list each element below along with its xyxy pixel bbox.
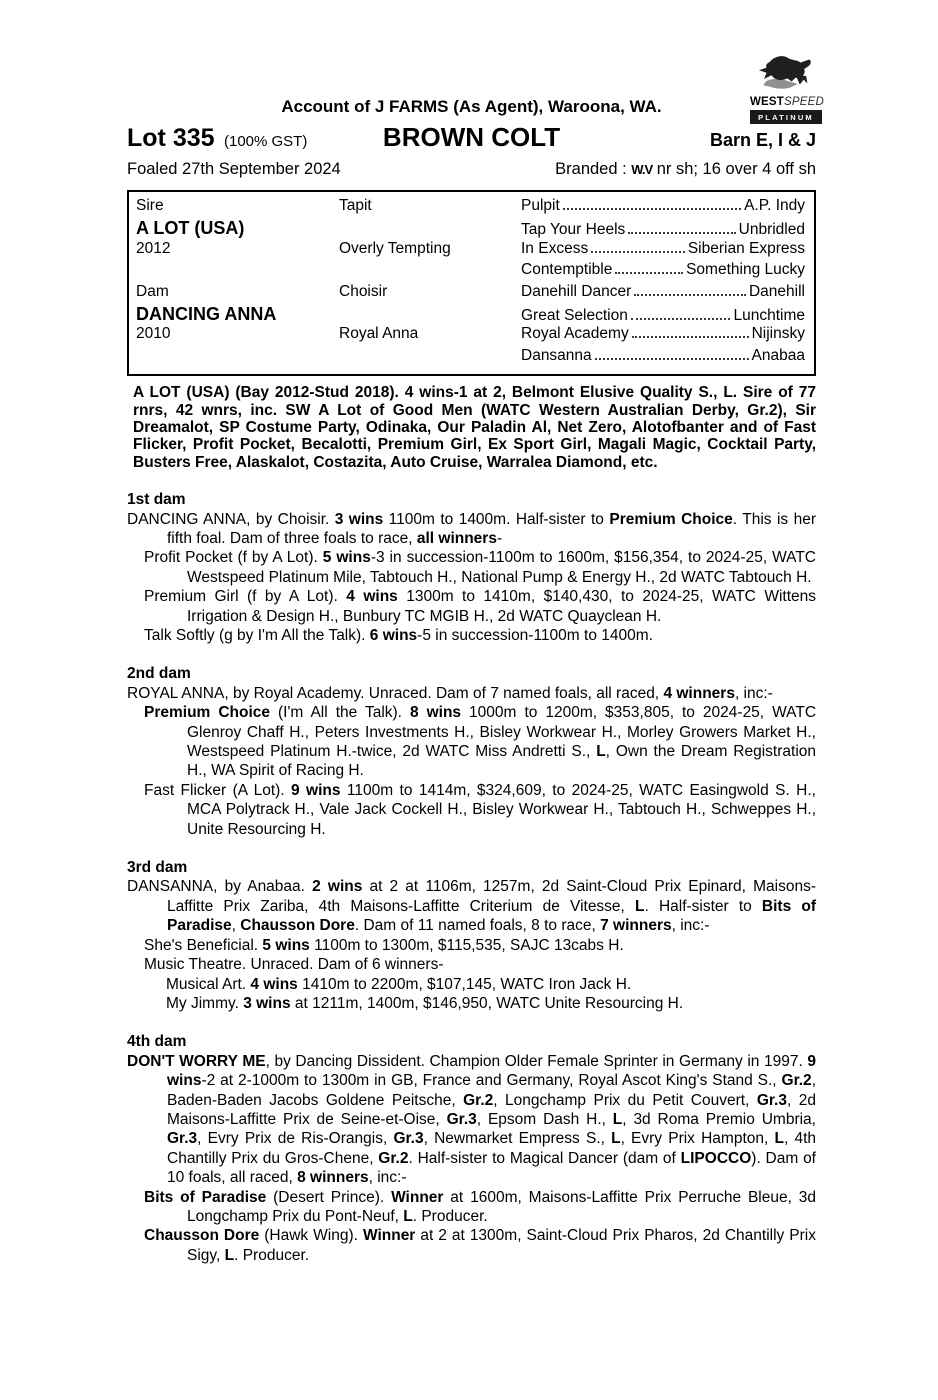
text-segment: , by Dancing Dissident. Champion Older Female Sprinter in Germany in 1997.	[265, 1052, 808, 1070]
foaled-branded-row	[127, 160, 816, 179]
text-segment: , inc:-	[671, 917, 710, 935]
foaled-date: Foaled 27th September 2024	[127, 160, 341, 178]
text-segment: Music Theatre. Unraced. Dam of 6 winners-	[144, 956, 444, 974]
emphasized-text: Gr.2	[463, 1091, 494, 1109]
text-segment: (Desert Prince).	[266, 1188, 392, 1206]
emphasized-text: Winner	[362, 1227, 416, 1245]
ancestor-name: Pulpit	[521, 197, 560, 214]
pedigree-gen1-cell: Dam	[136, 282, 169, 300]
text-segment: 1100m to 1300m, $115,535, SAJC 13cabs H.	[309, 936, 624, 954]
ancestor-parent: Siberian Express	[687, 239, 805, 257]
ancestor-parent: Something Lucky	[686, 261, 805, 279]
pedigree-gen3-cell	[521, 197, 805, 215]
catalog-page	[127, 0, 816, 1265]
dam-section	[127, 664, 816, 839]
dotted-leader	[591, 251, 685, 253]
text-segment: at 1600m, Maisons-Laffitte Prix Perruche Bleue, 3d Longchamp Prix du Pont-Neuf,	[187, 1188, 816, 1225]
emphasized-text: L	[612, 1110, 623, 1128]
dam-section	[127, 858, 816, 1013]
text-segment: . Dam of 11 named foals, 8 to race,	[354, 917, 601, 935]
branded-label: Branded :	[555, 160, 632, 178]
section-heading: 2nd dam	[127, 665, 191, 683]
text-segment: 1000m to 1200m, $353,805, to 2024-25, WATC Glenroy Chaff H., Peters Investments H., Bisley Workwear H., Morley Growers Market H., Westspeed Platinum H.-twice, 2d WATC Miss Andretti S.,	[187, 704, 817, 761]
pedigree-row	[136, 240, 805, 261]
lot-number: Lot 335	[127, 124, 215, 152]
text-segment: -5 in succession-1100m to 1400m.	[417, 627, 653, 644]
pedigree-row	[136, 218, 805, 239]
text-segment: 1100m to 1414m, $324,609, to 2024-25, WATC Easingwold S. H., MCA Polytrack H., Vale Jack Cockell H., Bisley Workwear H., Tabtouch H., Schweppes H., Unite Resourcing H.	[187, 781, 816, 838]
emphasized-text: Premium Choice	[144, 704, 270, 722]
horse-title: BROWN COLT	[382, 122, 561, 152]
emphasized-text: 4 wins	[346, 588, 398, 606]
pedigree-gen2-cell: Overly Tempting	[339, 239, 451, 257]
emphasized-text: Chausson Dore	[144, 1227, 260, 1245]
ancestor-name: Danehill Dancer	[521, 282, 632, 300]
emphasized-text: Gr.3	[393, 1130, 424, 1148]
pedigree-paragraph	[127, 510, 816, 549]
text-segment: ). Dam of 10 foals, all raced,	[167, 1149, 816, 1187]
text-segment: 1100m to 1400m. Half-sister to	[383, 510, 610, 528]
emphasized-text: 9 wins	[167, 1052, 816, 1090]
text-segment: -2 at 2-1000m to 1300m in GB, France and Germany, Royal Ascot King's Stand S.,	[201, 1072, 782, 1090]
pedigree-gen3-cell	[521, 221, 805, 239]
text-segment: She's Beneficial.	[144, 936, 263, 954]
pedigree-paragraph	[144, 1226, 816, 1265]
text-segment: , 4th Chantilly Prix du Gros-Chene,	[167, 1130, 816, 1167]
lot-left	[127, 124, 307, 153]
pedigree-paragraph	[127, 1052, 816, 1188]
pedigree-paragraph	[127, 684, 816, 703]
westspeed-word-light: SPEED	[784, 96, 825, 108]
ancestor-name: Contemptible	[521, 261, 613, 279]
pedigree-row	[136, 283, 805, 304]
pedigree-gen1-cell: 2010	[136, 325, 171, 343]
emphasized-text: all winners	[416, 529, 497, 547]
text-segment: DANSANNA, by Anabaa.	[127, 878, 313, 896]
dotted-leader	[634, 294, 746, 296]
text-segment: , Own the Dream Registration H., WA Spirit of Racing H.	[187, 743, 817, 780]
ancestor-name: In Excess	[521, 239, 589, 257]
text-segment: 1410m to 2200m, $107,145, WATC Iron Jack H.	[297, 975, 632, 993]
text-segment: Profit Pocket (f by A Lot).	[144, 549, 323, 567]
ancestor-parent: Danehill	[748, 282, 805, 300]
section-heading: 1st dam	[127, 491, 186, 509]
pedigree-gen1-cell: 2012	[136, 239, 171, 257]
ancestor-parent: A.P. Indy	[744, 197, 805, 214]
sire-summary: A LOT (USA) (Bay 2012-Stud 2018). 4 wins-1 at 2, Belmont Elusive Quality S., L. Sire of 77 rnrs, 42 wnrs, inc. SW A Lot of Good Men (WATC Western Australian Derby, Gr.2), Sir Dreamalot, SP Costume Party, Odinaka, Our Paladin Al, Net Zero, Alotofbanter and of Fast Flicker, Profit Pocket, Becalotti, Premium Girl, Ex Sport Girl, Magali Magic, Cocktail Party, Busters Free, Alaskalot, Costazita, Auto Cruise, Warralea Diamond, etc.	[133, 384, 816, 471]
pedigree-row	[136, 325, 805, 346]
emphasized-text: DON'T WORRY ME	[127, 1052, 266, 1070]
ancestor-name: Tap Your Heels	[521, 221, 626, 239]
text-segment: . This is her fifth foal. Dam of three foals to race,	[167, 510, 816, 547]
text-segment: . Half-sister to	[644, 897, 762, 915]
text-segment: at 2 at 1106m, 1257m, 2d Saint-Cloud Prix Epinard, Maisons-Laffitte Prix Zariba, 4th Maisons-Laffitte Criterium de Vitesse,	[167, 878, 816, 915]
dotted-leader	[615, 272, 683, 274]
dam-section	[127, 490, 816, 645]
emphasized-text: Gr.3	[167, 1130, 198, 1148]
text-segment: (Hawk Wing).	[259, 1227, 363, 1245]
emphasized-text: L	[635, 897, 645, 915]
dotted-leader	[632, 336, 749, 338]
pedigree-gen3-cell	[521, 307, 805, 325]
pedigree-gen3-cell	[521, 347, 805, 365]
pedigree-gen1-cell: Sire	[136, 197, 164, 214]
dotted-leader	[631, 318, 731, 320]
pedigree-paragraph	[144, 703, 816, 781]
text-segment: My Jimmy.	[166, 994, 244, 1012]
pedigree-paragraph	[144, 626, 816, 645]
text-segment: (I'm All the Talk).	[270, 704, 410, 722]
text-segment: , 2d Maisons-Laffitte Prix de Seine-et-Oise,	[167, 1091, 816, 1128]
emphasized-text: LIPOCCO	[680, 1149, 752, 1167]
pedigree-paragraph	[144, 936, 816, 955]
ancestor-parent: Lunchtime	[733, 306, 805, 324]
emphasized-text: 3 wins	[243, 994, 291, 1012]
pedigree-gen3-cell	[521, 261, 805, 279]
pedigree-gen1-cell: A LOT (USA)	[136, 218, 245, 239]
pedigree-paragraph	[166, 975, 816, 994]
emphasized-text: 5 wins	[262, 936, 310, 954]
text-segment: Talk Softly (g by I'm All the Talk).	[144, 627, 370, 644]
emphasized-text: L	[403, 1207, 413, 1225]
emphasized-text: Winner	[391, 1188, 444, 1206]
emphasized-text: Chausson Dore	[240, 917, 355, 935]
emphasized-text: L	[611, 1130, 621, 1148]
text-segment: -3 in succession-1100m to 1600m, $156,354, to 2024-25, WATC Westspeed Platinum Mile, Tabtouch H., National Pump & Energy H., 2d WATC Tabtouch H.	[187, 549, 816, 586]
emphasized-text: Bits of Paradise	[144, 1188, 267, 1206]
text-segment: , inc:-	[368, 1169, 407, 1187]
dotted-leader	[563, 208, 741, 210]
text-segment: . Half-sister to Magical Dancer (dam of	[408, 1149, 681, 1167]
emphasized-text: 4 wins	[250, 975, 298, 993]
pedigree-paragraph	[144, 781, 816, 839]
ancestor-name: Dansanna	[521, 346, 592, 364]
pedigree-row	[136, 197, 805, 218]
pedigree-gen2-cell: Tapit	[339, 197, 372, 214]
ancestor-name: Great Selection	[521, 306, 628, 324]
emphasized-text: 5 wins	[322, 549, 371, 567]
pedigree-gen2-cell: Choisir	[339, 282, 388, 300]
text-segment: Fast Flicker (A Lot).	[144, 781, 292, 799]
emphasized-text: L	[596, 743, 606, 761]
pedigree-paragraph	[144, 1188, 816, 1227]
section-heading: 3rd dam	[127, 859, 188, 877]
text-segment: , Newmarket Empress S.,	[423, 1130, 612, 1148]
account-line: Account of J FARMS (As Agent), Waroona, WA.	[281, 97, 662, 116]
ancestor-parent: Anabaa	[751, 346, 805, 364]
emphasized-text: Premium Choice	[609, 510, 733, 528]
branded-detail: nr sh; 16 over 4 off sh	[652, 160, 816, 178]
pedigree-row	[136, 347, 805, 368]
emphasized-text: 4 winners	[663, 684, 735, 702]
ancestor-parent: Unbridled	[738, 221, 805, 239]
pedigree-gen3-cell	[521, 240, 805, 258]
brand-mark: W.V	[631, 162, 653, 177]
text-segment: -	[496, 529, 503, 547]
text-segment: . Producer.	[234, 1246, 310, 1264]
emphasized-text: L	[224, 1246, 235, 1264]
emphasized-text: Bits of Paradise	[167, 897, 816, 935]
gst-note: (100% GST)	[223, 133, 308, 150]
section-heading: 4th dam	[127, 1033, 187, 1051]
dam-sections	[127, 490, 816, 1265]
westspeed-word-bold: WEST	[750, 96, 785, 108]
text-segment: at 1211m, 1400m, $146,950, WATC Unite Resourcing H.	[290, 994, 684, 1012]
text-segment: , Longchamp Prix du Petit Couvert,	[493, 1091, 757, 1109]
text-segment: , inc:-	[734, 684, 773, 702]
ancestor-parent: Nijinsky	[751, 325, 805, 343]
pedigree-row	[136, 261, 805, 282]
pedigree-gen3-cell	[521, 283, 805, 301]
lot-row	[127, 122, 816, 153]
emphasized-text: L	[774, 1130, 784, 1148]
dam-section	[127, 1032, 816, 1265]
emphasized-text: 8 winners	[297, 1169, 369, 1187]
dotted-leader	[628, 232, 735, 234]
emphasized-text: 9 wins	[291, 781, 341, 799]
pedigree-paragraph	[166, 994, 816, 1013]
pedigree-gen1-cell: DANCING ANNA	[136, 303, 277, 324]
emphasized-text: Gr.2	[378, 1149, 409, 1167]
emphasized-text: Gr.3	[756, 1091, 787, 1109]
text-segment: 1300m to 1410m, $140,430, to 2024-25, WATC Wittens Irrigation & Design H., Bunbury TC MGIB H., 2d WATC Quayclean H.	[187, 588, 816, 625]
text-segment: Musical Art.	[166, 975, 251, 993]
pedigree-row	[136, 304, 805, 325]
barn-label: Barn E, I & J	[709, 130, 816, 150]
text-segment: Premium Girl (f by A Lot).	[144, 588, 347, 606]
emphasized-text: 3 wins	[334, 510, 384, 528]
text-segment: , Evry Prix Hampton,	[620, 1130, 775, 1148]
emphasized-text: Gr.3	[446, 1110, 477, 1128]
text-segment: ROYAL ANNA, by Royal Academy. Unraced. Dam of 7 named foals, all raced,	[127, 684, 664, 702]
text-segment: , Evry Prix de Ris-Orangis,	[197, 1130, 394, 1148]
ancestor-name: Royal Academy	[521, 325, 629, 343]
pedigree-paragraph	[127, 877, 816, 935]
emphasized-text: 2 wins	[312, 878, 363, 896]
pedigree-gen3-cell	[521, 325, 805, 343]
text-segment: , Baden-Baden Jacobs Goldene Peitsche,	[167, 1072, 816, 1109]
emphasized-text: 6 wins	[369, 627, 418, 644]
pedigree-paragraph	[144, 587, 816, 626]
pedigree-paragraph	[144, 955, 816, 974]
text-segment: ,	[231, 917, 241, 935]
dotted-leader	[595, 358, 749, 360]
platinum-badge: PLATINUM	[750, 110, 822, 124]
text-segment: DANCING ANNA, by Choisir.	[127, 510, 335, 528]
text-segment: at 2 at 1300m, Saint-Cloud Prix Pharos, 2d Chantilly Prix Sigy,	[187, 1227, 816, 1264]
text-segment: , 3d Roma Premio Umbria,	[622, 1110, 816, 1128]
pedigree-gen2-cell: Royal Anna	[339, 325, 419, 343]
pedigree-table	[127, 190, 816, 376]
text-segment: , Epsom Dash H.,	[476, 1110, 613, 1128]
emphasized-text: 7 winners	[600, 917, 672, 935]
emphasized-text: 8 wins	[409, 704, 462, 722]
branded-info	[555, 160, 816, 179]
text-segment: . Producer.	[412, 1207, 488, 1225]
pedigree-paragraph	[144, 548, 816, 587]
emphasized-text: Gr.2	[781, 1072, 812, 1090]
